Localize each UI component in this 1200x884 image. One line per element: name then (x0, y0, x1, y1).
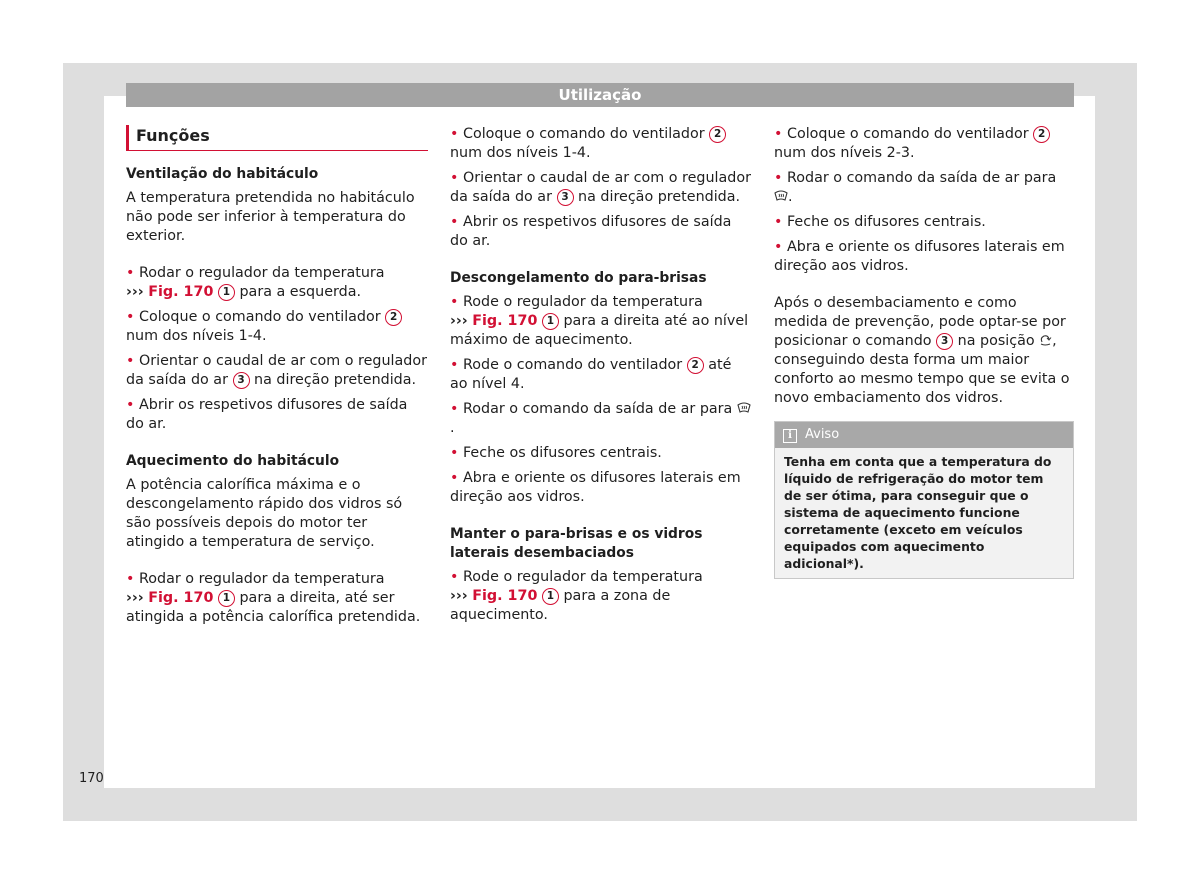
list-item: • Rode o regulador da temperatura ››› Fig. 170 1 para a direita até ao nível máximo de aquecimento. (450, 294, 749, 348)
section-title: Funções (126, 125, 428, 151)
notice-text: Tenha em conta que a temperatura do líquido de refrigeração do motor tem de ser ótima, para conseguir que o sistema de aquecimento funcione corretamente (exceto em veículos equipados com aquecimento adicional*). (784, 454, 1052, 571)
callout-3-icon: 3 (233, 372, 250, 389)
list-item: • Rodar o regulador da temperatura ››› Fig. 170 1 para a esquerda. (126, 265, 385, 300)
list-item: • Coloque o comando do ventilador 2 num dos níveis 1-4. (450, 125, 752, 163)
list-item: • Abrir os respetivos difusores de saída do ar. (126, 397, 408, 432)
subheading-defrost: Descongelamento do para-brisas (450, 270, 707, 286)
list-item: • Rodar o comando da saída de ar para . (774, 170, 1057, 205)
list-item: • Rodar o comando da saída de ar para . (450, 400, 752, 438)
subheading-ventilation: Ventilação do habitáculo (126, 166, 319, 182)
figure-link[interactable]: Fig. 170 (472, 313, 538, 329)
callout-3-icon: 3 (936, 333, 953, 350)
page-number: 170 (79, 771, 104, 786)
list-item: • Feche os difusores centrais. (450, 445, 662, 461)
callout-2-icon: 2 (385, 309, 402, 326)
list-item: • Rode o comando do ventilador 2 até ao nível 4. (450, 357, 732, 392)
callout-3-icon: 3 (557, 189, 574, 206)
figure-link[interactable]: Fig. 170 (148, 284, 214, 300)
callout-1-icon: 1 (218, 590, 235, 607)
callout-1-icon: 1 (218, 284, 235, 301)
callout-2-icon: 2 (1033, 126, 1050, 143)
figure-link[interactable]: Fig. 170 (148, 590, 214, 606)
windscreen-defrost-icon (774, 190, 788, 202)
list-item: • Abrir os respetivos difusores de saída do ar. (450, 214, 732, 249)
callout-2-icon: 2 (709, 126, 726, 143)
figure-link[interactable]: Fig. 170 (472, 588, 538, 604)
list-item: • Abra e oriente os difusores laterais em direção aos vidros. (450, 470, 741, 505)
callout-1-icon: 1 (542, 588, 559, 605)
callout-2-icon: 2 (687, 357, 704, 374)
notice-title: Aviso (805, 427, 840, 442)
column-3 (774, 125, 1074, 579)
notice-box (774, 421, 1074, 579)
windscreen-defrost-icon (737, 402, 751, 414)
info-icon: i (783, 429, 797, 443)
column-2 (450, 125, 752, 631)
list-item: • Coloque o comando do ventilador 2 num dos níveis 2-3. (774, 125, 1074, 163)
recirculation-icon (1039, 334, 1052, 346)
list-item: • Orientar o caudal de ar com o regulador da saída do ar 3 na direção pretendida. (126, 353, 427, 388)
chapter-header: Utilização (126, 83, 1074, 107)
list-item: • Coloque o comando do ventilador 2 num dos níveis 1-4. (126, 308, 428, 346)
notice-header (775, 422, 1073, 448)
subheading-heating: Aquecimento do habitáculo (126, 453, 340, 469)
paragraph: A potência calorífica máxima e o descongelamento rápido dos vidros só são possíveis depois do motor ter atingido a temperatura de serviço. (126, 477, 403, 550)
list-item: • Abra e oriente os difusores laterais em direção aos vidros. (774, 239, 1065, 274)
paragraph: A temperatura pretendida no habitáculo não pode ser inferior à temperatura do exterior. (126, 190, 415, 244)
list-item: • Feche os difusores centrais. (774, 214, 986, 230)
list-item: • Orientar o caudal de ar com o regulador da saída do ar 3 na direção pretendida. (450, 170, 751, 205)
paragraph: Após o desembaciamento e como medida de prevenção, pode optar-se por posicionar o comando 3 na posição , conseguindo desta forma um maior conforto ao mesmo tempo que se evita o novo embaciamento dos vidros. (774, 295, 1070, 406)
column-1 (126, 125, 428, 633)
list-item: • Rodar o regulador da temperatura ››› Fig. 170 1 para a direita, até ser atingida a potência calorífica pretendida. (126, 571, 421, 625)
list-item: • Rode o regulador da temperatura ››› Fig. 170 1 para a zona de aquecimento. (450, 569, 703, 623)
subheading-demist: Manter o para-brisas e os vidros laterais desembaciados (450, 526, 703, 561)
callout-1-icon: 1 (542, 313, 559, 330)
